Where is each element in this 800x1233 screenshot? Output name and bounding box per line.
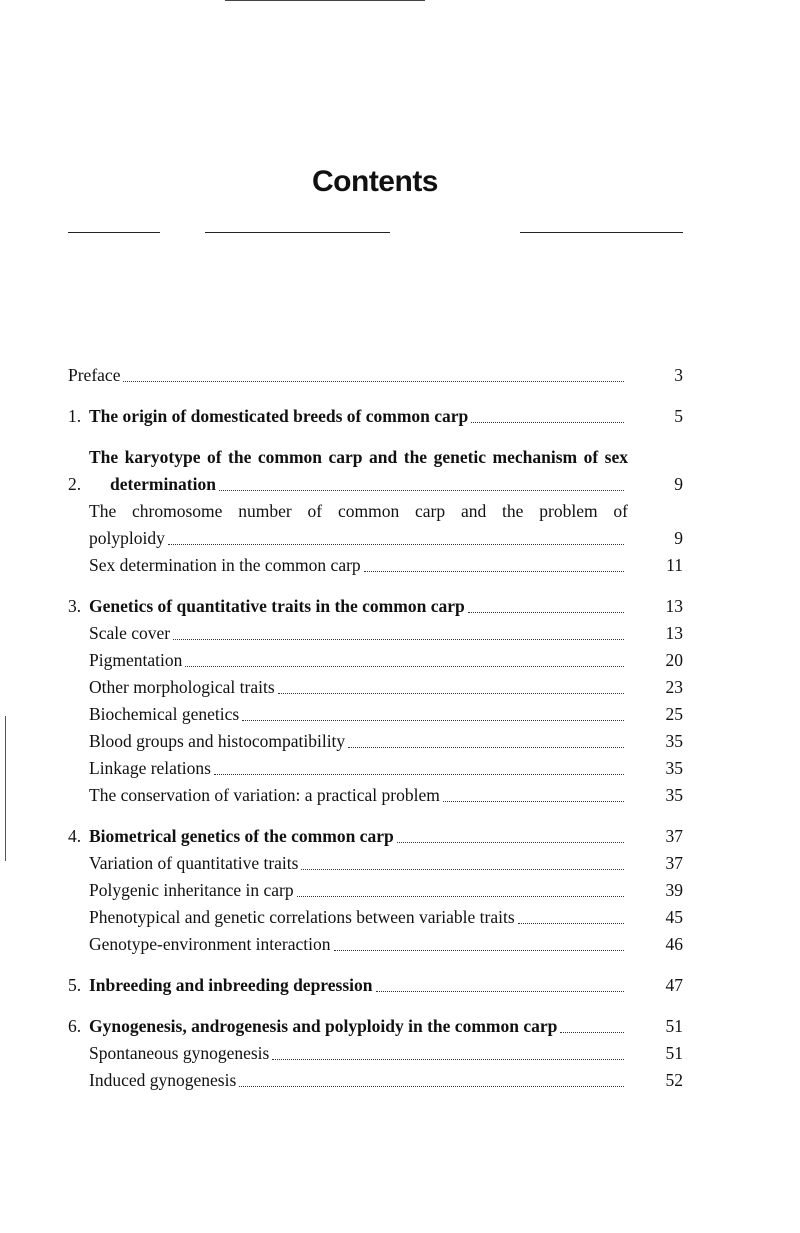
page-number: 46 xyxy=(665,934,683,954)
page-number: 51 xyxy=(665,1043,683,1063)
toc-entry-title: Preface xyxy=(68,365,121,385)
dot-leader xyxy=(471,422,624,423)
title-rule-center xyxy=(205,232,390,233)
dot-leader xyxy=(185,666,624,667)
toc-entry xyxy=(68,755,683,782)
page-number: 13 xyxy=(665,623,683,643)
toc-entry xyxy=(68,972,683,999)
toc-entry-title: Genotype-environment interaction xyxy=(89,934,331,954)
toc-entry xyxy=(68,403,683,430)
toc-entry-text xyxy=(89,552,628,579)
page-number: 9 xyxy=(674,528,683,548)
page-number: 39 xyxy=(665,880,683,900)
toc-entry-text xyxy=(89,1040,628,1067)
chapter-number: 2. xyxy=(68,474,82,494)
chapter-number: 3. xyxy=(68,596,82,616)
toc-entry-title: Spontaneous gynogenesis xyxy=(89,1043,270,1063)
dot-leader xyxy=(468,612,624,613)
toc-entry-text xyxy=(89,728,628,755)
page-number: 47 xyxy=(665,975,683,995)
toc-entry-title: Genetics of quantitative traits in the common carp xyxy=(89,596,465,616)
toc-entry-text xyxy=(89,701,628,728)
toc-entry-text xyxy=(89,850,628,877)
dot-leader xyxy=(239,1086,624,1087)
dot-leader xyxy=(297,896,624,897)
toc-entry-text xyxy=(89,674,628,701)
toc-entry-text xyxy=(68,444,628,498)
page-number: 35 xyxy=(665,785,683,805)
toc-entry-title: Polygenic inheritance in carp xyxy=(89,880,294,900)
toc-entry-title: The origin of domesticated breeds of common carp xyxy=(89,406,469,426)
toc-entry-wrapped xyxy=(89,498,628,552)
dot-leader xyxy=(518,923,624,924)
toc-entry xyxy=(68,728,683,755)
page-number: 51 xyxy=(665,1016,683,1036)
toc-entry-title: Scale cover xyxy=(89,623,171,643)
toc-entry-text xyxy=(68,403,628,430)
chapter-number: 1. xyxy=(68,406,82,426)
toc-entry xyxy=(68,1013,683,1040)
toc-entry xyxy=(68,362,683,389)
toc-entry-title-line1: The karyotype of the common carp and the genetic mechanism of sex xyxy=(89,447,628,467)
toc-entry-text xyxy=(68,1013,628,1040)
page-number: 35 xyxy=(665,758,683,778)
dot-leader xyxy=(301,869,624,870)
page-number: 3 xyxy=(674,365,683,385)
page-number: 37 xyxy=(665,853,683,873)
toc-entry-text xyxy=(68,972,628,999)
toc-entry xyxy=(68,1040,683,1067)
toc-entry xyxy=(68,877,683,904)
toc-entry-title: Linkage relations xyxy=(89,758,211,778)
page-number: 37 xyxy=(665,826,683,846)
dot-leader xyxy=(364,571,624,572)
dot-leader xyxy=(219,490,624,491)
dot-leader xyxy=(348,747,624,748)
toc-entry-title: The conservation of variation: a practical problem xyxy=(89,785,440,805)
dot-leader xyxy=(376,991,625,992)
toc-entry xyxy=(68,701,683,728)
toc-entry-text xyxy=(89,647,628,674)
toc-entry-wrapped xyxy=(89,444,628,498)
toc-entry xyxy=(68,620,683,647)
toc-entry-text xyxy=(89,620,628,647)
toc-entry-title: Sex determination in the common carp xyxy=(89,555,361,575)
toc-entry-title: Pigmentation xyxy=(89,650,183,670)
toc-entry-title: Induced gynogenesis xyxy=(89,1070,237,1090)
dot-leader xyxy=(168,544,624,545)
toc-entry-title: Variation of quantitative traits xyxy=(89,853,299,873)
toc-entry-title: Blood groups and histocompatibility xyxy=(89,731,346,751)
toc-entry xyxy=(68,850,683,877)
margin-mark xyxy=(5,716,6,861)
toc-entry xyxy=(68,647,683,674)
dot-leader xyxy=(397,842,624,843)
toc-entry-text xyxy=(89,931,628,958)
toc-entry xyxy=(68,1067,683,1094)
toc-entry-title: Biometrical genetics of the common carp xyxy=(89,826,394,846)
page-number: 11 xyxy=(666,555,683,575)
toc-entry xyxy=(68,444,683,498)
table-of-contents xyxy=(68,362,683,1094)
chapter-number: 5. xyxy=(68,975,82,995)
page-number: 13 xyxy=(665,596,683,616)
toc-entry-title: Other morphological traits xyxy=(89,677,275,697)
toc-entry-title: Phenotypical and genetic correlations between variable traits xyxy=(89,907,515,927)
dot-leader xyxy=(214,774,624,775)
toc-entry xyxy=(68,782,683,809)
top-rule xyxy=(225,0,425,1)
toc-entry-title-line1: The chromosome number of common carp and the problem of xyxy=(89,501,628,521)
toc-entry xyxy=(68,823,683,850)
page-number: 35 xyxy=(665,731,683,751)
dot-leader xyxy=(443,801,624,802)
dot-leader xyxy=(560,1032,624,1033)
toc-entry-title: Biochemical genetics xyxy=(89,704,240,724)
toc-entry-text xyxy=(68,823,628,850)
title-rule-left xyxy=(68,232,160,233)
toc-entry xyxy=(68,498,683,552)
toc-entry-text xyxy=(89,782,628,809)
toc-entry-text xyxy=(89,877,628,904)
toc-entry-text xyxy=(89,755,628,782)
page-number: 45 xyxy=(665,907,683,927)
page-number: 25 xyxy=(665,704,683,724)
toc-entry-line2 xyxy=(89,471,628,498)
page-number: 9 xyxy=(674,474,683,494)
toc-entry-text xyxy=(89,498,628,552)
toc-entry-title: Gynogenesis, androgenesis and polyploidy in the common carp xyxy=(89,1016,558,1036)
toc-entry xyxy=(68,552,683,579)
title-rule-right xyxy=(520,232,683,233)
toc-entry xyxy=(68,674,683,701)
dot-leader xyxy=(272,1059,624,1060)
toc-entry-text xyxy=(68,593,628,620)
page-number: 52 xyxy=(665,1070,683,1090)
page-number: 5 xyxy=(674,406,683,426)
dot-leader xyxy=(173,639,624,640)
page-number: 23 xyxy=(665,677,683,697)
dot-leader xyxy=(123,381,624,382)
dot-leader xyxy=(242,720,624,721)
toc-entry-title-line2: polyploidy xyxy=(89,528,165,548)
dot-leader xyxy=(278,693,624,694)
toc-entry-title-line2: determination xyxy=(110,474,216,494)
chapter-number: 6. xyxy=(68,1016,82,1036)
toc-entry-title: Inbreeding and inbreeding depression xyxy=(89,975,373,995)
chapter-number: 4. xyxy=(68,826,82,846)
toc-entry xyxy=(68,931,683,958)
toc-entry-text xyxy=(89,1067,628,1094)
page-number: 20 xyxy=(665,650,683,670)
toc-entry-line2 xyxy=(89,525,628,552)
toc-entry xyxy=(68,593,683,620)
toc-entry-text xyxy=(68,362,628,389)
toc-entry xyxy=(68,904,683,931)
toc-entry-text xyxy=(89,904,628,931)
dot-leader xyxy=(334,950,624,951)
page-title: Contents xyxy=(312,165,438,198)
